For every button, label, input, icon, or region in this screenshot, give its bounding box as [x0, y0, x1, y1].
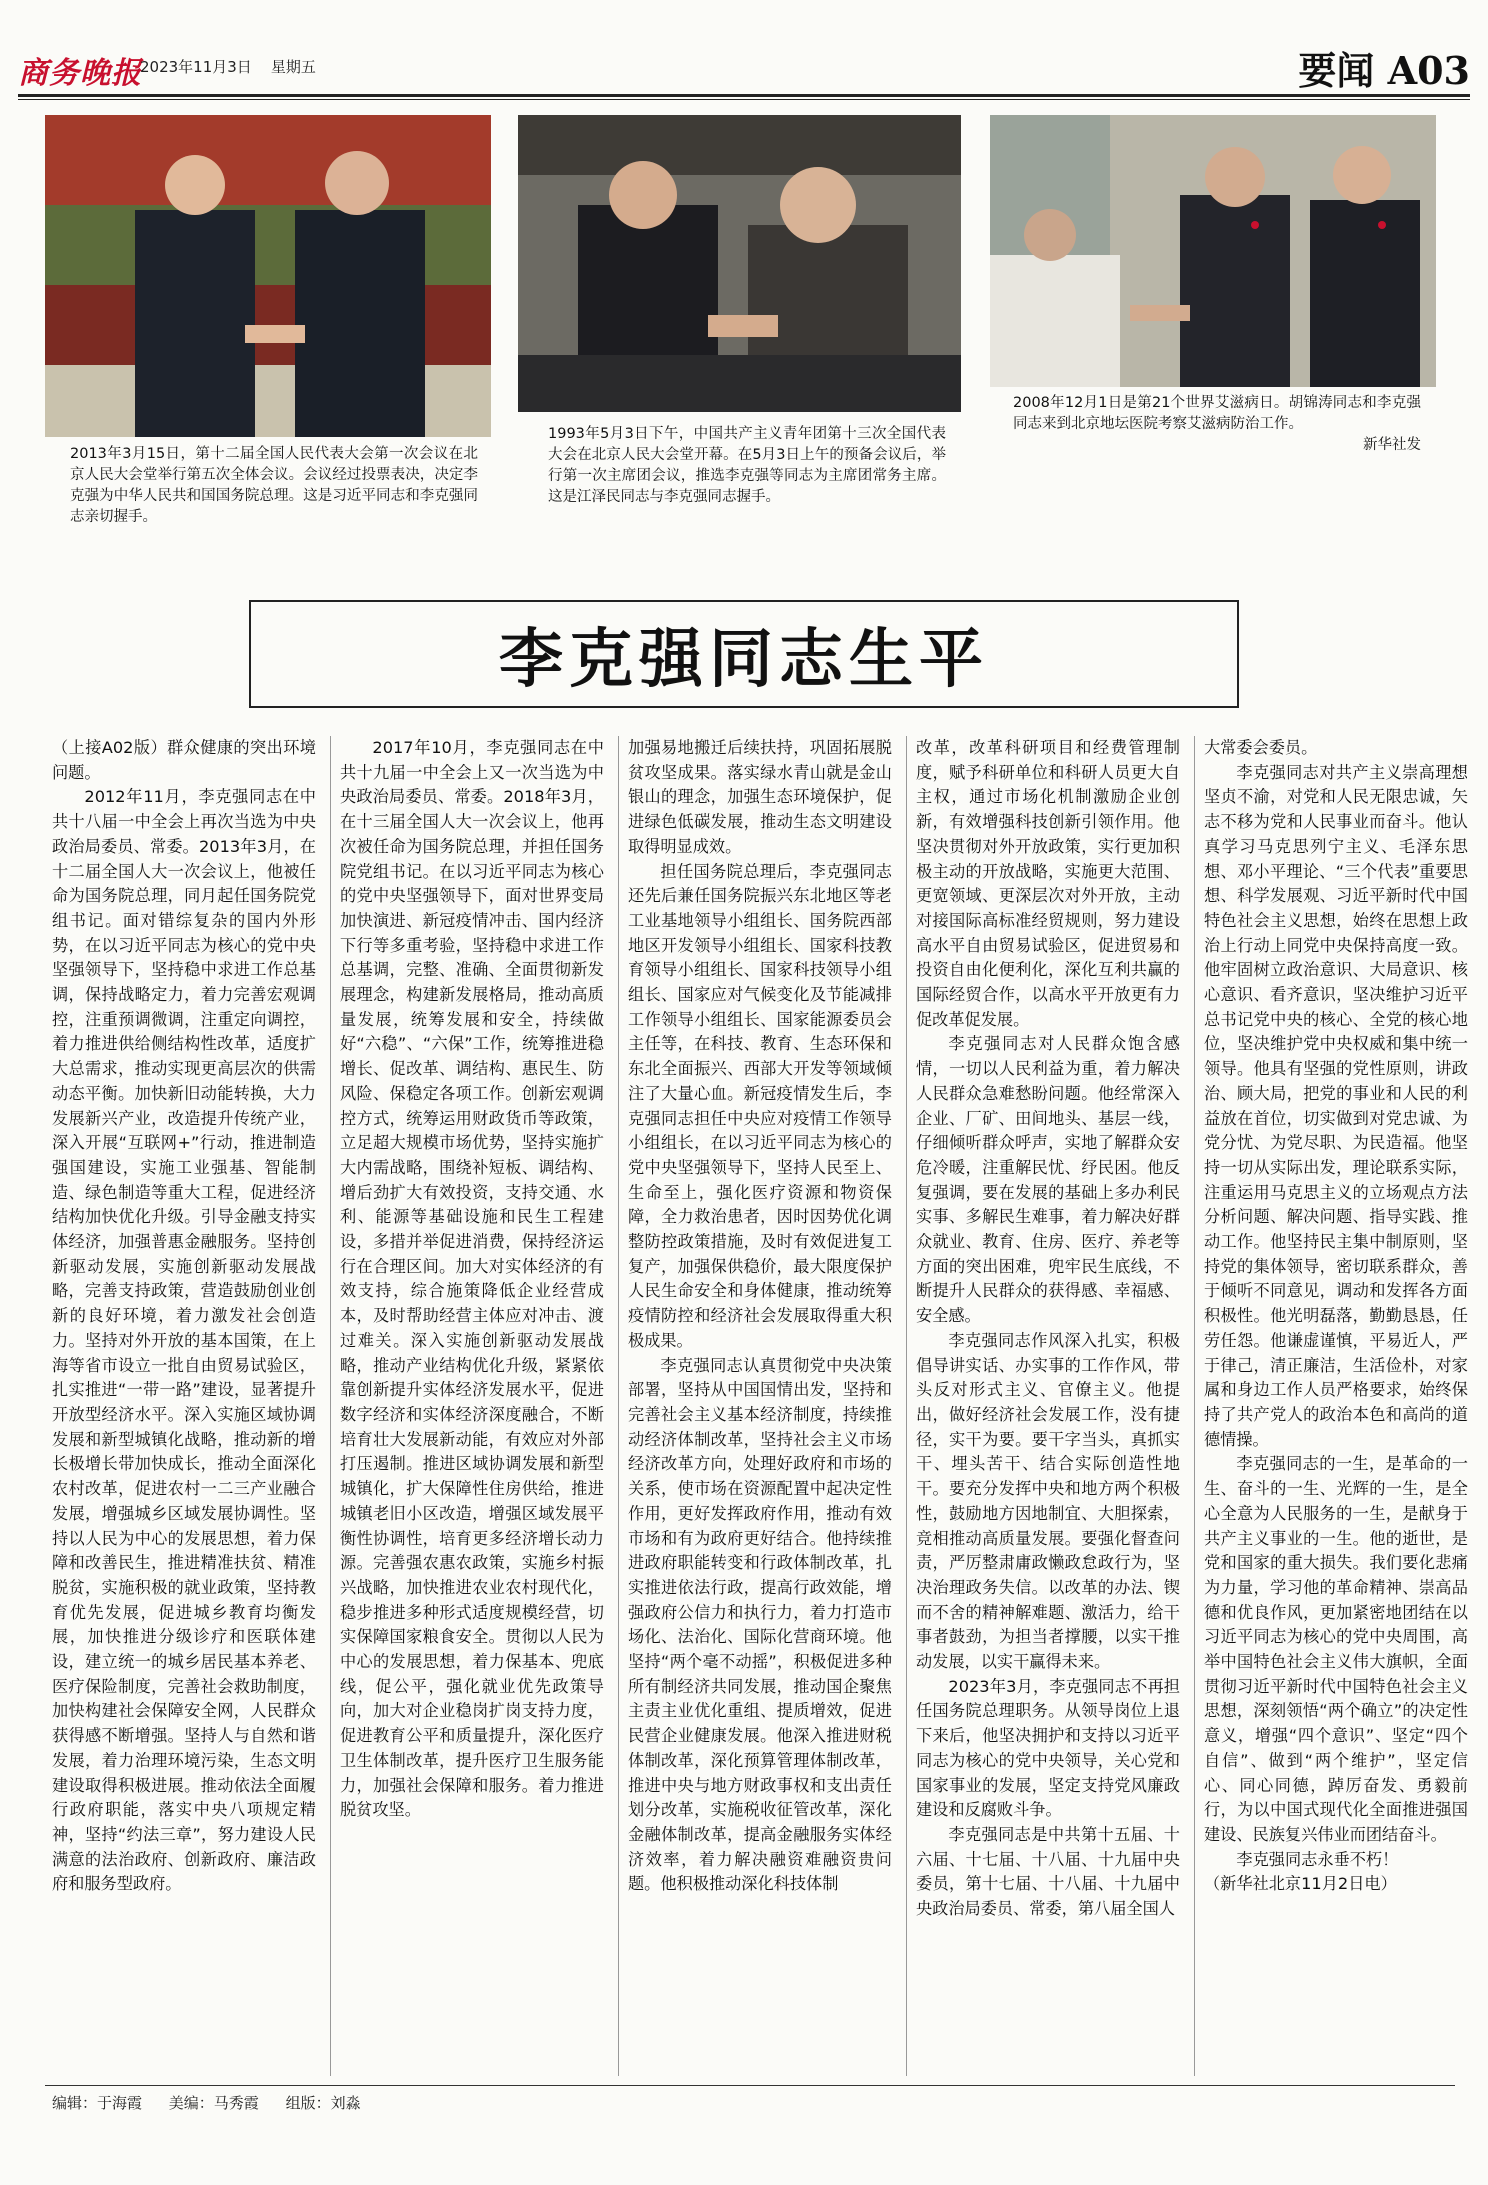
article-paragraph: （上接A02版）群众健康的突出环境问题。: [52, 738, 316, 782]
photo-caption-2: [548, 424, 946, 508]
photo-credit: 新华社发: [1363, 437, 1421, 453]
article-paragraph: 大常委会委员。: [1204, 738, 1318, 757]
photo-handshake-1993: [518, 115, 961, 412]
article-paragraph: 改革，改革科研项目和经费管理制度，赋予科研单位和科研人员更大自主权，通过市场化机制激励企业创新，有效增强科技创新引领作用。他坚决贯彻对外开放政策，实行更加积极主动的开放战略，实施更大范围、更宽领域、更深层次对外开放，主动对接国际高标准经贸规则，努力建设高水平自由贸易试验区，促进贸易和投资自由化便利化，深化互利共赢的国际经贸合作，以高水平开放更有力促改革促发展。: [916, 738, 1180, 1029]
headline-box: [249, 600, 1239, 708]
article-column-3: [628, 736, 892, 2076]
footer-editor: 编辑：于海霞: [52, 2094, 143, 2112]
column-rule: [330, 736, 331, 2076]
column-rule: [1194, 736, 1195, 2076]
newspaper-logo: 商务晚报: [18, 56, 142, 91]
masthead-rule: [18, 94, 1470, 97]
article-paragraph: 李克强同志永垂不朽！: [1236, 1849, 1399, 1869]
article-column-4: [916, 736, 1180, 2076]
article-column-5: [1204, 736, 1468, 2076]
column-rule: [618, 736, 619, 2076]
photo-image: [518, 115, 961, 412]
page-number: A03: [1387, 48, 1470, 93]
issue-date-text: 2023年11月3日: [140, 58, 252, 76]
section-label: [1298, 40, 1470, 95]
footer-designer: 美编：马秀霞: [168, 2094, 259, 2112]
page-footer: [52, 2092, 383, 2113]
masthead-rule-thin: [18, 99, 1470, 100]
article-paragraph: 李克强同志对共产主义崇高理想坚贞不渝，对党和人民无限忠诚，矢志不移为党和人民事业而奋斗。他认真学习马克思列宁主义、毛泽东思想、邓小平理论、“三个代表”重要思想、科学发展观、习近平新时代中国特色社会主义思想，始终在思想上政治上行动上同党中央保持高度一致。他牢固树立政治意识、大局意识、核心意识、看齐意识，坚决维护习近平总书记党中央的核心、全党的核心地位，坚决维护党中央权威和集中统一领导。他具有坚强的党性原则，讲政治、顾大局，把党的事业和人民的利益放在首位，切实做到对党忠诚、为党分忧、为党尽职、为民造福。他坚持一切从实际出发，理论联系实际，注重运用马克思主义的立场观点方法分析问题、解决问题、指导实践、推动工作。他坚持民主集中制原则，坚持党的集体领导，密切联系群众，善于倾听不同意见，调动和发挥各方面积极性。他光明磊落，勤勤恳恳，任劳任怨。他谦虚谨慎，平易近人，严于律己，清正廉洁，生活俭朴，对家属和身边工作人员严格要求，始终保持了共产党人的政治本色和高尚的道德情操。: [1204, 762, 1468, 1449]
article-paragraph: 李克强同志对人民群众饱含感情，一切以人民利益为重，着力解决人民群众急难愁盼问题。他经常深入企业、厂矿、田间地头、基层一线，仔细倾听群众呼声，实地了解群众安危冷暖，注重解民忧、纾民困。他反复强调，要在发展的基础上多办利民实事、多解民生难事，着力解决好群众就业、教育、住房、医疗、养老等方面的突出困难，兜牢民生底线，不断提升人民群众的获得感、幸福感、安全感。: [916, 1034, 1180, 1326]
article-column-1: [52, 736, 316, 2076]
article-paragraph: 李克强同志是中共第十五届、十六届、十七届、十八届、十九届中央委员，第十七届、十八届、十九届中央政治局委员、常委，第八届全国人: [916, 1824, 1180, 1919]
photo-caption-3-text: 2008年12月1日是第21个世界艾滋病日。胡锦涛同志和李克强同志来到北京地坛医院考察艾滋病防治工作。: [1013, 395, 1421, 432]
section-name: 要闻: [1298, 48, 1375, 93]
column-rule: [906, 736, 907, 2076]
article-column-2: [340, 736, 604, 2076]
article-paragraph: 2012年11月，李克强同志在中共十八届一中全会上再次当选为中央政治局委员、常委。2013年3月，在十二届全国人大一次会议上，他被任命为国务院总理，同月起任国务院党组书记。面对错综复杂的国内外形势，在以习近平同志为核心的党中央坚强领导下，坚持稳中求进工作总基调，保持战略定力，着力完善宏观调控，注重预调微调，注重定向调控，着力推进供给侧结构性改革，适度扩大总需求，推动实现更高层次的供需动态平衡。加快新旧动能转换，大力发展新兴产业，改造提升传统产业，深入开展“互联网+”行动，推进制造强国建设，实施工业强基、智能制造、绿色制造等重大工程，促进经济结构加快优化升级。引导金融支持实体经济，加强普惠金融服务。坚持创新驱动发展，实施创新驱动发展战略，完善支持政策，营造鼓励创业创新的良好环境，着力激发社会创造力。坚持对外开放的基本国策，在上海等省市设立一批自由贸易试验区，扎实推进“一带一路”建设，显著提升开放型经济水平。深入实施区域协调发展和新型城镇化战略，推动新的增长极增长带加快成长，推动全面深化农村改革，促进农村一二三产业融合发展，增强城乡区域发展协调性。坚持以人民为中心的发展思想，着力保障和改善民生，推进精准扶贫、精准脱贫，实施积极的就业政策，坚持教育优先发展，促进城乡教育均衡发展，加快推进分级诊疗和医联体建设，建立统一的城乡居民基本养老、医疗保险制度，完善社会救助制度，加快构建社会保障安全网，人民群众获得感不断增强。坚持人与自然和谐发展，着力治理环境污染，生态文明建设取得积极进展。推动依法全面履行政府职能，落实中央八项规定精神，坚持“约法三章”，努力建设人民满意的法治政府、创新政府、廉洁政府和服务型政府。: [52, 787, 316, 1894]
article-paragraph: 担任国务院总理后，李克强同志还先后兼任国务院振兴东北地区等老工业基地领导小组组长、国务院西部地区开发领导小组组长、国家科技教育领导小组组长、国家科技领导小组组长、国家应对气候变化及节能减排工作领导小组组长、国家能源委员会主任等，在科技、教育、生态环保和东北全面振兴、西部大开发等领域倾注了大量心血。新冠疫情发生后，李克强同志担任中央应对疫情工作领导小组组长，在以习近平同志为核心的党中央坚强领导下，坚持人民至上、生命至上，强化医疗资源和物资保障，全力救治患者，因时因势优化调整防控政策措施，及时有效促进复工复产，加强保供稳价，最大限度保护人民生命安全和身体健康，推动统筹疫情防控和经济社会发展取得重大积极成果。: [628, 861, 892, 1350]
photo-image: [45, 115, 491, 437]
article-paragraph: （新华社北京11月2日电）: [1204, 1874, 1397, 1894]
photo-caption-3: [1013, 393, 1421, 456]
issue-date: [140, 56, 316, 77]
photo-caption-1: [70, 444, 478, 528]
photo-image: [990, 115, 1436, 387]
article-paragraph: 2023年3月，李克强同志不再担任国务院总理职务。从领导岗位上退下来后，他坚决拥护和支持以习近平同志为核心的党中央领导，关心党和国家事业的发展，坚定支持党风廉政建设和反腐败斗争。: [916, 1676, 1180, 1820]
footer-proofreader: 组版：刘淼: [285, 2094, 361, 2112]
headline: 李克强同志生平: [499, 622, 989, 697]
photo-caption-2-text: 1993年5月3日下午，中国共产主义青年团第十三次全国代表大会在北京人民大会堂开幕。在5月3日上午的预备会议后，举行第一次主席团会议，推选李克强等同志为主席团常务主席。这是江泽民同志与李克强同志握手。: [548, 426, 946, 505]
article-paragraph: 李克强同志作风深入扎实，积极倡导讲实话、办实事的工作作风，带头反对形式主义、官僚主义。他提出，做好经济社会发展工作，没有捷径，实干为要。要干字当头，真抓实干、埋头苦干、结合实际创造性地干。要充分发挥中央和地方两个积极性，鼓励地方因地制宜、大胆探索，竞相推动高质量发展。要强化督查问责，严厉整肃庸政懒政怠政行为，坚决治理政务失信。以改革的办法、锲而不舍的精神解难题、激活力，给干事者鼓劲，为担当者撑腰，以实干推动发展，以实干赢得未来。: [916, 1330, 1180, 1672]
photo-caption-1-text: 2013年3月15日，第十二届全国人民代表大会第一次会议在北京人民大会堂举行第五次全体会议。会议经过投票表决，决定李克强为中华人民共和国国务院总理。这是习近平同志和李克强同志亲切握手。: [70, 446, 478, 525]
photo-handshake-2013: [45, 115, 491, 437]
article-paragraph: 2017年10月，李克强同志在中共十九届一中全会上又一次当选为中央政治局委员、常委。2018年3月，在十三届全国人大一次会议上，他再次被任命为国务院总理，并担任国务院党组书记。在以习近平同志为核心的党中央坚强领导下，面对世界变局加快演进、新冠疫情冲击、国内经济下行等多重考验，坚持稳中求进工作总基调，完整、准确、全面贯彻新发展理念，构建新发展格局，推动高质量发展，统筹发展和安全，持续做好“六稳”、“六保”工作，统筹推进稳增长、促改革、调结构、惠民生、防风险、保稳定各项工作。创新宏观调控方式，统筹运用财政货币等政策，立足超大规模市场优势，坚持实施扩大内需战略，围绕补短板、调结构、增后劲扩大有效投资，支持交通、水利、能源等基础设施和民生工程建设，多措并举促进消费，保持经济运行在合理区间。加大对实体经济的有效支持，综合施策降低企业经营成本，及时帮助经营主体应对冲击、渡过难关。深入实施创新驱动发展战略，推动产业结构优化升级，紧紧依靠创新提升实体经济发展水平，促进数字经济和实体经济深度融合，不断培育壮大发展新动能，有效应对外部打压遏制。推进区域协调发展和新型城镇化，扩大保障性住房供给，推进城镇老旧小区改造，增强区域发展平衡性协调性，培育更多经济增长动力源。完善强农惠农政策，实施乡村振兴战略，加快推进农业农村现代化，稳步推进多种形式适度规模经营，切实保障国家粮食安全。贯彻以人民为中心的发展思想，着力保基本、兜底线，促公平，强化就业优先政策导向，加大对企业稳岗扩岗支持力度，促进教育公平和质量提升，深化医疗卫生体制改革，提升医疗卫生服务能力，加强社会保障和服务。着力推进脱贫攻坚。: [340, 738, 604, 1820]
footer-rule: [45, 2085, 1455, 2086]
photo-aids-day-2008: [990, 115, 1436, 387]
article-paragraph: 李克强同志认真贯彻党中央决策部署，坚持从中国国情出发，坚持和完善社会主义基本经济制度，持续推动经济体制改革，坚持社会主义市场经济改革方向，处理好政府和市场的关系，使市场在资源配置中起决定性作用，更好发挥政府作用，推动有效市场和有为政府更好结合。他持续推进政府职能转变和行政体制改革，扎实推进依法行政，提高行政效能，增强政府公信力和执行力，着力打造市场化、法治化、国际化营商环境。他坚持“两个毫不动摇”，积极促进多种所有制经济共同发展，推动国企聚焦主责主业优化重组、提质增效，促进民营企业健康发展。他深入推进财税体制改革，深化预算管理体制改革，推进中央与地方财政事权和支出责任划分改革，实施税收征管改革，深化金融体制改革，提高金融服务实体经济效率，着力解决融资难融资贵问题。他积极推动深化科技体制: [628, 1355, 892, 1894]
article-paragraph: 加强易地搬迁后续扶持，巩固拓展脱贫攻坚成果。落实绿水青山就是金山银山的理念，加强生态环境保护，促进绿色低碳发展，推动生态文明建设取得明显成效。: [628, 738, 892, 856]
issue-weekday: 星期五: [270, 58, 316, 76]
article-paragraph: 李克强同志的一生，是革命的一生、奋斗的一生、光辉的一生，是全心全意为人民服务的一生，是献身于共产主义事业的一生。他的逝世，是党和国家的重大损失。我们要化悲痛为力量，学习他的革命精神、崇高品德和优良作风，更加紧密地团结在以习近平同志为核心的党中央周围，高举中国特色社会主义伟大旗帜，全面贯彻习近平新时代中国特色社会主义思想，深刻领悟“两个确立”的决定性意义，增强“四个意识”、坚定“四个自信”、做到“两个维护”，坚定信心、同心同德，踔厉奋发、勇毅前行，为以中国式现代化全面推进强国建设、民族复兴伟业而团结奋斗。: [1204, 1454, 1468, 1844]
masthead: [18, 40, 1470, 96]
